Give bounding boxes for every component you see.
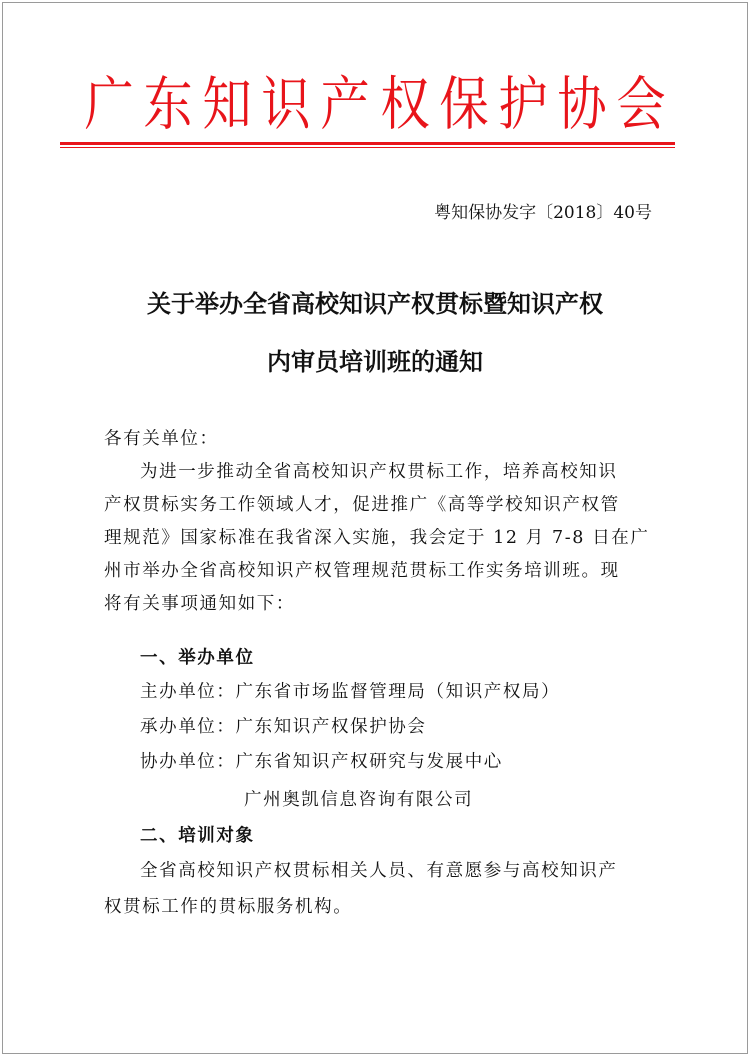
letterhead-char: 产 (320, 70, 371, 138)
co-organizer-unit-2: 广州奥凯信息咨询有限公司 (244, 790, 474, 810)
letterhead-org-name (80, 72, 670, 136)
target-line: 权贯标工作的贯标服务机构。 (104, 897, 353, 917)
letterhead-char: 东 (143, 70, 193, 138)
letterhead-char: 识 (261, 70, 311, 138)
document-number: 粤知保协发字〔2018〕40号 (434, 203, 652, 223)
section-2-heading: 二、培训对象 (140, 826, 255, 846)
intro-line: 理规范》国家标准在我省深入实施，我会定于 12 月 7-8 日在广 (104, 528, 650, 548)
organizer-unit: 承办单位：广东知识产权保护协会 (140, 717, 427, 737)
intro-line: 州市举办全省高校知识产权管理规范贯标工作实务培训班。现 (104, 561, 620, 581)
intro-line: 为进一步推动全省高校知识产权贯标工作，培养高校知识 (140, 462, 618, 482)
letterhead-char: 护 (498, 70, 548, 138)
letterhead-char: 保 (439, 70, 489, 138)
letterhead-rule-thick (60, 142, 675, 145)
co-organizer-unit: 协办单位：广东省知识产权研究与发展中心 (140, 752, 503, 772)
letterhead-char: 协 (557, 70, 607, 138)
intro-line: 产权贯标实务工作领域人才，促进推广《高等学校知识产权管 (104, 495, 620, 515)
target-line: 全省高校知识产权贯标相关人员、有意愿参与高校知识产 (140, 861, 618, 881)
letterhead-char: 知 (202, 70, 252, 138)
salutation: 各有关单位： (104, 429, 219, 449)
letterhead-char: 权 (379, 70, 430, 138)
host-unit: 主办单位：广东省市场监督管理局（知识产权局） (140, 682, 561, 702)
section-1-heading: 一、举办单位 (140, 648, 255, 668)
intro-line: 将有关事项通知如下： (104, 594, 295, 614)
title-line-1: 关于举办全省高校知识产权贯标暨知识产权 (147, 289, 603, 318)
title-line-2: 内审员培训班的通知 (267, 347, 483, 376)
letterhead-char: 广 (84, 70, 134, 138)
letterhead-rule-thin (60, 147, 675, 148)
letterhead-char: 会 (616, 70, 666, 138)
